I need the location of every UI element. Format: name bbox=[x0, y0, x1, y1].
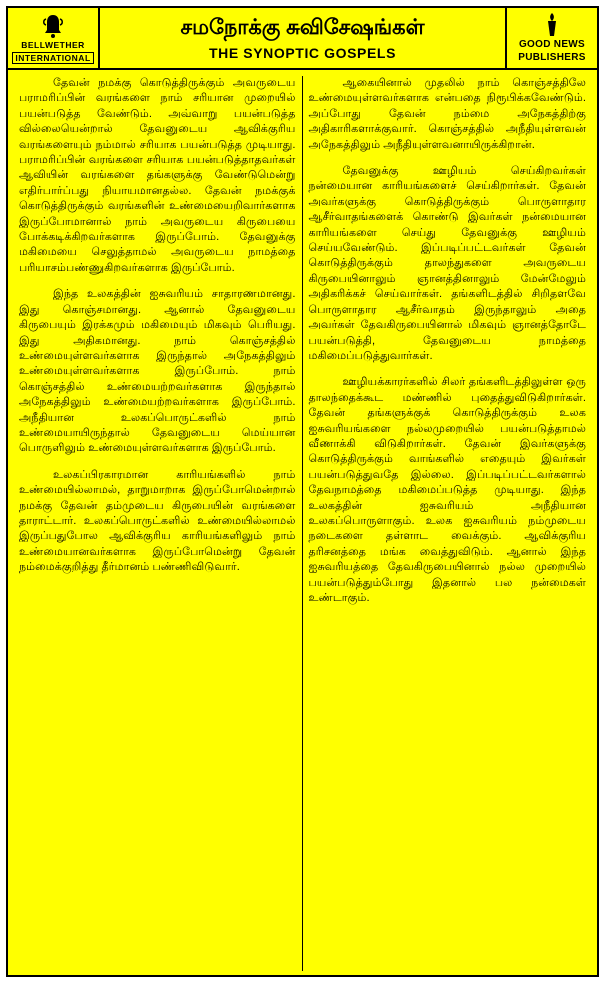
title-block bbox=[100, 8, 505, 68]
paragraph: ஆகையினால் முதலில் நாம் கொஞ்சத்திலே உண்மையுள்ளவர்களாக என்பதை நிரூபிக்கவேண்டும். அப்போது தேவன் நம்மை அநேகத்திற்கு அதிகாரிகளாக்குவார். கொஞ்சத்தில் அநீதியுள்ளவன் அநேகத்திலும் அநீதியுள்ளவனாயிருக்கிறான். bbox=[308, 77, 586, 151]
publisher-logo-right bbox=[505, 8, 597, 68]
logo-right-line2: PUBLISHERS bbox=[518, 52, 586, 63]
logo-right-line1: GOOD NEWS bbox=[518, 39, 586, 50]
text-column-right bbox=[303, 76, 593, 971]
logo-left-line1: BELLWETHER bbox=[21, 39, 85, 50]
publisher-logo-left bbox=[8, 8, 100, 68]
page-title-english: THE SYNOPTIC GOSPELS bbox=[208, 45, 397, 61]
paragraph: உலகப்பிரகாரமான காரியங்களில் நாம் உண்மையில்லாமல், தாறுமாறாக இருப்போமென்றால் நமக்கு தேவன் தம்முடைய கிருபையின் வரங்களை தாராட்டார். உலகப்பொருட்களில் உண்மையில்லாமல் இருப்பதுபோல ஆவிக்குரிய காரியங்களிலும் நாம் உண்மையானவர்களாக இருப்போமென்று தேவன் நம்மைக்குறித்து தீர்மானம் பண்ணிவிடுவார். bbox=[19, 468, 296, 574]
logo-left-line2: INTERNATIONAL bbox=[12, 52, 93, 64]
page-title-tamil: சமநோக்கு சுவிசேஷங்கள் bbox=[180, 16, 425, 39]
paragraph: ஊழியக்காரர்களில் சிலர் தங்களிடத்திலுள்ள ஒரு தாலந்தைக்கூட மண்ணில் புதைத்துவிடுகிறார்கள். தேவன் தங்களுக்குக் கொடுத்திருக்கும் உலக ஐசுவரியங்களை நல்லமுறையில் பயன்படுத்தாமல் வீணாக்கி விடுகிறார்கள். தேவன் இவர்களுக்கு கொடுத்திருக்கும் வாங்களில் எதையும் இவர்கள் பயன்படுத்துவதே இல்லை. இப்படிப்பட்டவர்களால் தேவநாமத்தை மகிமைப்படுத்த முடியாது. இந்த உலகத்தின் ஐசுவரியம் அநீதியான உலகப்பொருளாகும். உலக ஐசுவரியம் நம்முடைய நடைகளை தள்ளாட வைக்கும். ஆவிக்குரிய தரிசனத்தை மங்க வைத்துவிடும். ஆனால் இந்த ஐசுவரியத்தை தேவகிருபையினால் நல்ல முறையில் பயன்படுத்தும்போது இதனால் பல நன்மைகள் உண்டாகும். bbox=[308, 376, 586, 604]
page-body bbox=[8, 70, 597, 975]
tract-sheet bbox=[6, 6, 599, 977]
paragraph: தேவனுக்கு ஊழியம் செய்கிறவர்கள் நன்மையான காரியங்களைச் செய்கிறார்கள். தேவன் அவர்களுக்கு கொடுத்திருக்கும் பொருளாதார ஆசீர்வாதங்களைக் கொண்டு இவர்கள் நன்மையான காரியங்களை செய்து தேவனுக்கு ஊழியம் செய்யவேண்டும். இப்படிப்பட்டவர்கள் தேவன் கொடுத்திருக்கும் தாலந்துகளை அவருடைய கிருபையினாலும் ஞானத்தினாலும் மேன்மேலும் அதிகரிக்கச் செய்வார்கள். தங்களிடத்தில் சிறிதளவே பொருளாதார ஆசீர்வாதம் இருந்தாலும் அதை அவர்கள் தேவகிருபையினால் மிகவும் ஞானத்தோடே பயன்படுத்தி, தேவனுடைய நாமத்தை மகிமைப்படுத்துவார்கள். bbox=[308, 165, 586, 362]
text-column-left bbox=[13, 76, 303, 971]
page-header bbox=[8, 8, 597, 70]
torch-icon bbox=[540, 12, 564, 38]
bell-ram-icon bbox=[41, 13, 65, 39]
paragraph: இந்த உலகத்தின் ஐசுவரியம் சாதாரணமானது. இது கொஞ்சமானது. ஆனால் தேவனுடைய கிருபையும் இரக்கமும் மகிமையும் மிகவும் பெரியது. இது அதிகமானது. நாம் கொஞ்சத்தில் உண்மையுள்ளவர்களாக இருந்தால் அநேகத்திலும் உண்மையுள்ளவர்களாக இருப்போம். நாம் கொஞ்சத்தில் உண்மையற்றவர்களாக இருந்தால் அநேகத்திலும் உண்மையற்றவர்களாக இருப்போம். அநீதியான உலகப்பொருட்களில் நாம் உண்மையாயிருந்தால் தேவனுடைய மெய்யான பொருளிலும் உண்மையுள்ளவர்களாக இருப்போம். bbox=[19, 288, 296, 455]
paragraph: தேவன் நமக்கு கொடுத்திருக்கும் அவருடைய பராமரிப்பின் வரங்களை நாம் சரியான முறையில் பயன்படுத்த வேண்டும். அவ்வாறு பயன்படுத்த வில்லையென்றால் தேவனுடைய ஆவிக்குரிய வரங்களையும் நம்மால் சரியாக பயன்படுத்த முடியாது. பராமரிப்பின் வரங்களை சரியாக பயன்படுத்தாதவர்கள் ஆவியின் வரங்களை தங்களுக்கு வேண்டுமென்று எதிர்பார்ப்பது நியாயமானதல்ல. தேவன் நமக்குக் கொடுத்திருக்கும் வரங்களின் உண்மையைறிவார்களாக இருப்போமானால் நாம் அவருடைய கிருபையை போக்கடிக்கிறவர்களாக இருப்போம். தேவனுக்கு மகிமையை செலுத்தாமல் அவருடைய நாமத்தை பரியாசம்பண்ணுகிறவர்களாக இருப்போம். bbox=[19, 77, 296, 274]
